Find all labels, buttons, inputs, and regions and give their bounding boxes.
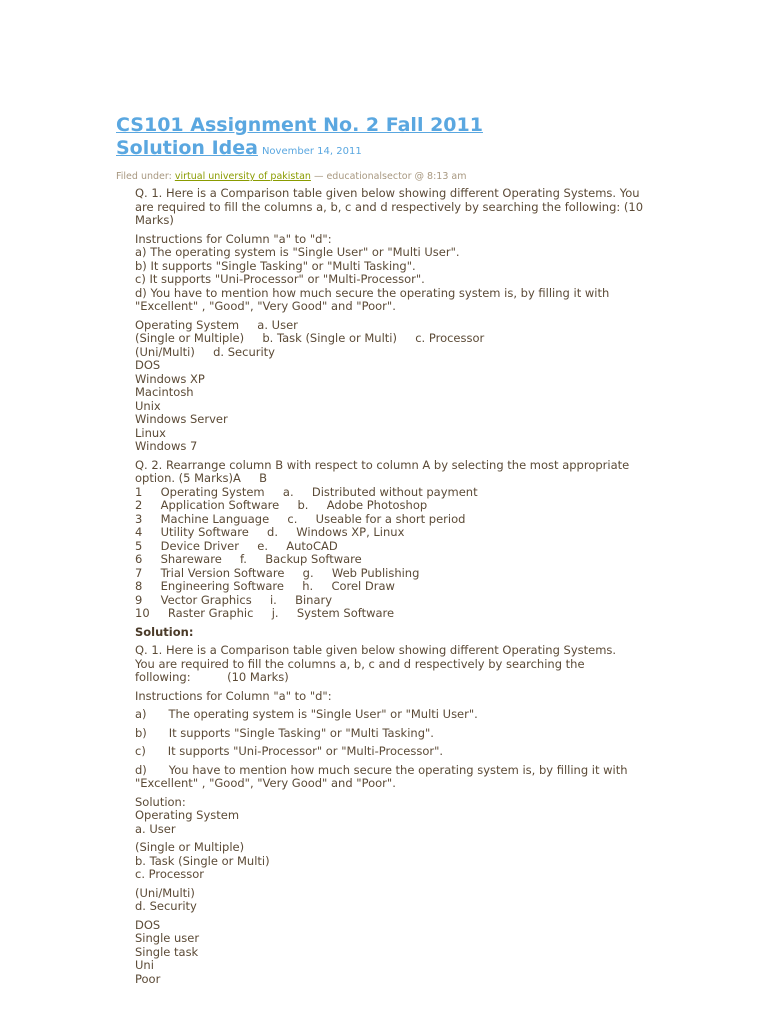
solution-b: b. Task (Single or Multi) xyxy=(135,853,270,868)
solution-instr-a: a) The operating system is "Single User" or "Multi User". xyxy=(135,707,478,721)
title-line-2[interactable]: Solution Idea xyxy=(116,137,258,159)
solution-single-multiple: (Single or Multiple) xyxy=(135,840,245,854)
q1-instr-c: c) It supports "Uni-Processor" or "Multi-Processor". xyxy=(135,272,425,286)
q1-instr-d: d) You have to mention how much secure the operating system is, by filling it with "Excellent" , "Good", "Very Good" and "Poor". xyxy=(135,285,610,313)
os-item: Unix xyxy=(135,398,161,413)
solution-answer-d xyxy=(135,887,645,914)
solution-instr-c: c) It supports "Uni-Processor" or "Multi-Processor". xyxy=(135,744,444,758)
solution-q1-line-2: You are required to fill the columns a, b, c and d respectively by searching the xyxy=(135,656,585,671)
q2-row: 4 Utility Software d. Windows XP, Linux xyxy=(135,525,405,539)
dos-item: Poor xyxy=(135,971,161,986)
q2-text-2: option. (5 Marks)A B xyxy=(135,471,268,485)
solution-a: a. User xyxy=(135,821,176,836)
solution-answer xyxy=(135,796,645,837)
filed-prefix: Filed under: xyxy=(116,171,175,182)
q2-text-1: Q. 2. Rearrange column B with respect to column A by selecting the most appropriate xyxy=(135,457,630,472)
q1-table xyxy=(135,319,645,454)
q2-row: 5 Device Driver e. AutoCAD xyxy=(135,538,338,553)
dos-item: Single task xyxy=(135,944,199,959)
q2-row: 9 Vector Graphics i. Binary xyxy=(135,592,333,607)
dos-item: Uni xyxy=(135,958,154,972)
q1-instr-a: a) The operating system is "Single User" or "Multi User". xyxy=(135,245,460,259)
solution-instr-b: b) It supports "Single Tasking" or "Multi Tasking". xyxy=(135,725,434,740)
q2-row: 6 Shareware f. Backup Software xyxy=(135,552,362,566)
solution-instr-d xyxy=(135,764,645,791)
os-item: Linux xyxy=(135,425,166,440)
solution-q1-line-3: following: (10 Marks) xyxy=(135,670,289,684)
dos-item: Single user xyxy=(135,931,200,945)
post-date: November 14, 2011 xyxy=(261,146,362,157)
os-item: Windows 7 xyxy=(135,439,198,453)
solution-heading: Solution: xyxy=(135,624,194,639)
filed-suffix: — educationalsector @ 8:13 am xyxy=(310,171,467,182)
q2-block xyxy=(135,459,645,621)
post-title xyxy=(116,114,483,163)
solution-q1 xyxy=(135,644,645,685)
q1-instr-heading: Instructions for Column "a" to "d": xyxy=(135,231,332,246)
os-item: Macintosh xyxy=(135,385,194,399)
q2-row: 2 Application Software b. Adobe Photoshop xyxy=(135,498,428,512)
solution-d: d. Security xyxy=(135,899,197,913)
solution-instr-d-2: "Excellent" , "Good", "Very Good" and "Poor". xyxy=(135,776,396,790)
q1-table-header-1: Operating System a. User xyxy=(135,317,298,332)
q2-row: 1 Operating System a. Distributed without payment xyxy=(135,484,478,499)
os-item: Windows Server xyxy=(135,412,228,426)
q1-instructions xyxy=(135,233,645,314)
q2-row: 10 Raster Graphic j. System Software xyxy=(135,606,395,620)
os-item: Windows XP xyxy=(135,371,205,386)
q1-table-header-3: (Uni/Multi) d. Security xyxy=(135,344,275,359)
q1-instr-b: b) It supports "Single Tasking" or "Multi Tasking". xyxy=(135,258,416,273)
solution-label: Solution: xyxy=(135,794,186,809)
q1-text: Q. 1. Here is a Comparison table given below showing different Operating Systems. You are required to fill the columns a, b, c and d respectively by searching the following: (10 Marks) xyxy=(135,186,644,227)
solution-instr-heading: Instructions for Column "a" to "d": xyxy=(135,688,332,703)
solution-uni-multi: (Uni/Multi) xyxy=(135,885,195,900)
q1-table-header-2: (Single or Multiple) b. Task (Single or Multi) c. Processor xyxy=(135,331,485,345)
title-line-1[interactable]: CS101 Assignment No. 2 Fall 2011 xyxy=(116,114,483,136)
category-link[interactable]: virtual university of pakistan xyxy=(174,171,311,182)
filed-under xyxy=(116,171,467,183)
solution-instr-d-1: d) You have to mention how much secure the operating system is, by filling it with xyxy=(135,762,628,777)
solution-q1-line-1: Q. 1. Here is a Comparison table given below showing different Operating Systems. xyxy=(135,643,617,657)
q2-row: 7 Trial Version Software g. Web Publishing xyxy=(135,565,420,580)
solution-c: c. Processor xyxy=(135,867,205,881)
solution-answer-b xyxy=(135,841,645,882)
solution-dos-block xyxy=(135,919,645,987)
dos-item: DOS xyxy=(135,917,161,932)
solution-os: Operating System xyxy=(135,808,240,822)
post-body xyxy=(135,187,645,991)
q2-row: 8 Engineering Software h. Corel Draw xyxy=(135,579,395,593)
os-item: DOS xyxy=(135,358,161,372)
q2-row: 3 Machine Language c. Useable for a short period xyxy=(135,511,466,526)
